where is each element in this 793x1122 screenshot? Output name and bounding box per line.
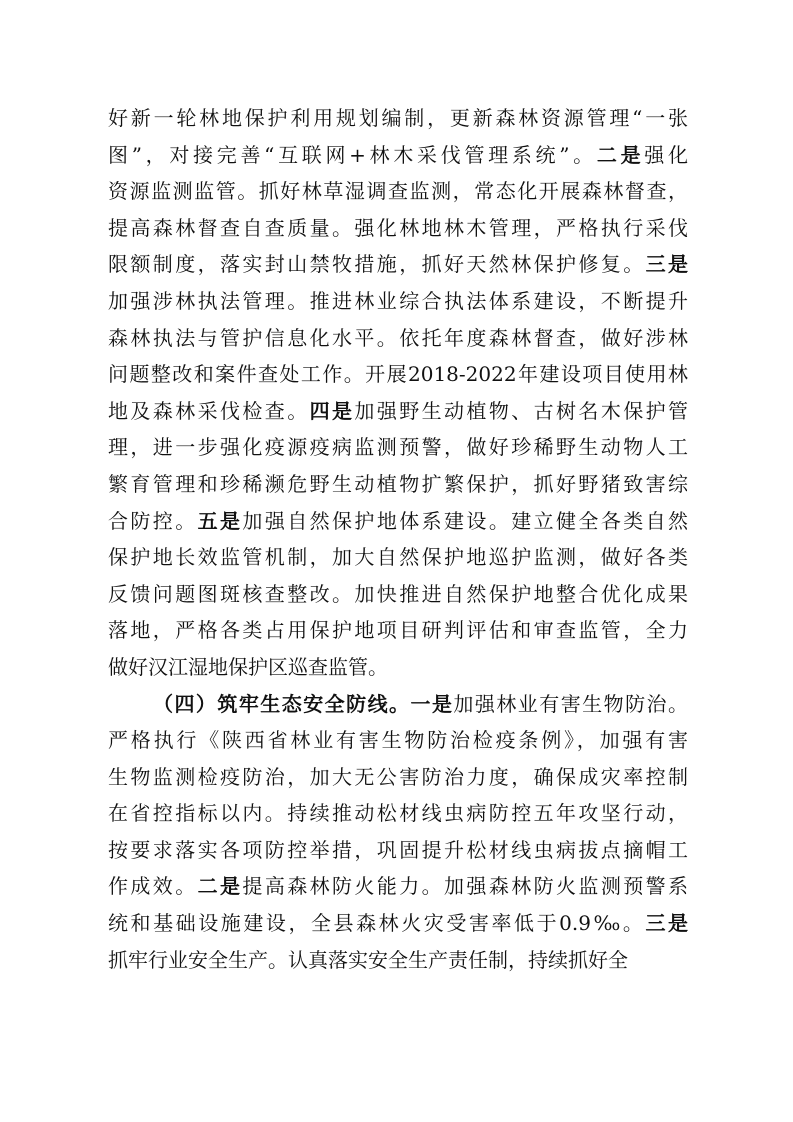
text-run: 问题整改和案件查处工作。开展2018-2022年建设项目使用林 [108, 362, 688, 387]
text-line [108, 759, 688, 796]
text-run: 资源监测监管。抓好林草湿调查监测，常态化开展森林督查， [108, 179, 688, 204]
text-run: 统和基础设施建设，全县森林火灾受害率低于0.9‰。 [108, 911, 646, 936]
text-run: 保护地长效监管机制，加大自然保护地巡护监测，做好各类 [108, 545, 688, 570]
bold-text-run: 二是 [197, 874, 243, 899]
text-line [108, 429, 688, 466]
text-line [108, 210, 688, 247]
text-run: 理，进一步强化疫源疫病监测预警，做好珍稀野生动物人工 [108, 435, 688, 460]
text-run: 生物监测检疫防治，加大无公害防治力度，确保成灾率控制 [108, 764, 688, 789]
text-line [108, 356, 688, 393]
text-run: 在省控指标以内。持续推动松材线虫病防控五年攻坚行动， [108, 801, 688, 826]
text-line [108, 320, 688, 357]
text-line [108, 905, 688, 942]
text-run: 繁育管理和珍稀濒危野生动植物扩繁保护，抓好野猪致害综 [108, 471, 688, 496]
text-line [108, 283, 688, 320]
text-line [108, 612, 688, 649]
text-line [108, 868, 688, 905]
bold-text-run: 三是 [645, 911, 688, 936]
text-run: 按要求落实各项防控举措，巩固提升松材线虫病拔点摘帽工 [108, 837, 688, 862]
text-line [108, 393, 688, 430]
text-run: 抓牢行业安全生产。认真落实安全生产责任制，持续抓好全 [108, 947, 628, 972]
text-run: 提高森林防火能力。加强森林防火监测预警系 [242, 874, 688, 899]
bold-text-run: 四是 [309, 398, 355, 423]
text-line [108, 649, 688, 686]
text-line [108, 539, 688, 576]
bold-text-run: 一是 [410, 691, 454, 716]
text-line [108, 137, 688, 174]
text-run: 落地，严格各类占用保护地项目研判评估和审查监管，全力 [108, 618, 688, 643]
text-run: 作成效。 [108, 874, 198, 899]
text-line [108, 576, 688, 613]
text-line [108, 173, 688, 210]
text-run: 加强涉林执法管理。推进林业综合执法体系建设，不断提升 [108, 288, 688, 313]
text-run: 地及森林采伐检查。 [108, 398, 310, 423]
text-line [108, 722, 688, 759]
text-run: 合防控。 [108, 508, 198, 533]
text-line [108, 100, 688, 137]
bold-text-run: （四）筑牢生态安全防线。 [153, 691, 411, 716]
text-line [108, 503, 688, 540]
text-run: 森林执法与管护信息化水平。依托年度森林督查，做好涉林 [108, 325, 688, 350]
text-run: 反馈问题图斑核查整改。加快推进自然保护地整合优化成果 [108, 581, 688, 606]
text-run: 限额制度，落实封山禁牧措施，抓好天然林保护修复。 [108, 252, 646, 277]
text-line [108, 686, 688, 723]
text-run: 加强野生动植物、古树名木保护管 [354, 398, 688, 423]
bold-text-run: 五是 [197, 508, 243, 533]
text-run: 好新一轮林地保护利用规划编制，更新森林资源管理“一张 [108, 106, 688, 130]
text-line [108, 466, 688, 503]
text-line [108, 832, 688, 869]
text-run: 强化 [644, 142, 688, 167]
body-text [108, 100, 688, 978]
text-run: 严格执行《陕西省林业有害生物防治检疫条例》，加强有害 [108, 728, 688, 753]
text-run: 提高森林督查自查质量。强化林地林木管理，严格执行采伐 [108, 215, 688, 240]
bold-text-run: 三是 [645, 252, 688, 277]
text-line [108, 942, 688, 979]
text-run: 加强林业有害生物防治。 [453, 691, 688, 716]
text-run: 加强自然保护地体系建设。建立健全各类自然 [242, 508, 688, 533]
text-run: 图”，对接完善“互联网+林木采伐管理系统”。 [108, 142, 597, 167]
bold-text-run: 二是 [596, 142, 645, 167]
text-line [108, 246, 688, 283]
text-line [108, 795, 688, 832]
text-run: 做好汉江湿地保护区巡查监管。 [108, 654, 388, 679]
